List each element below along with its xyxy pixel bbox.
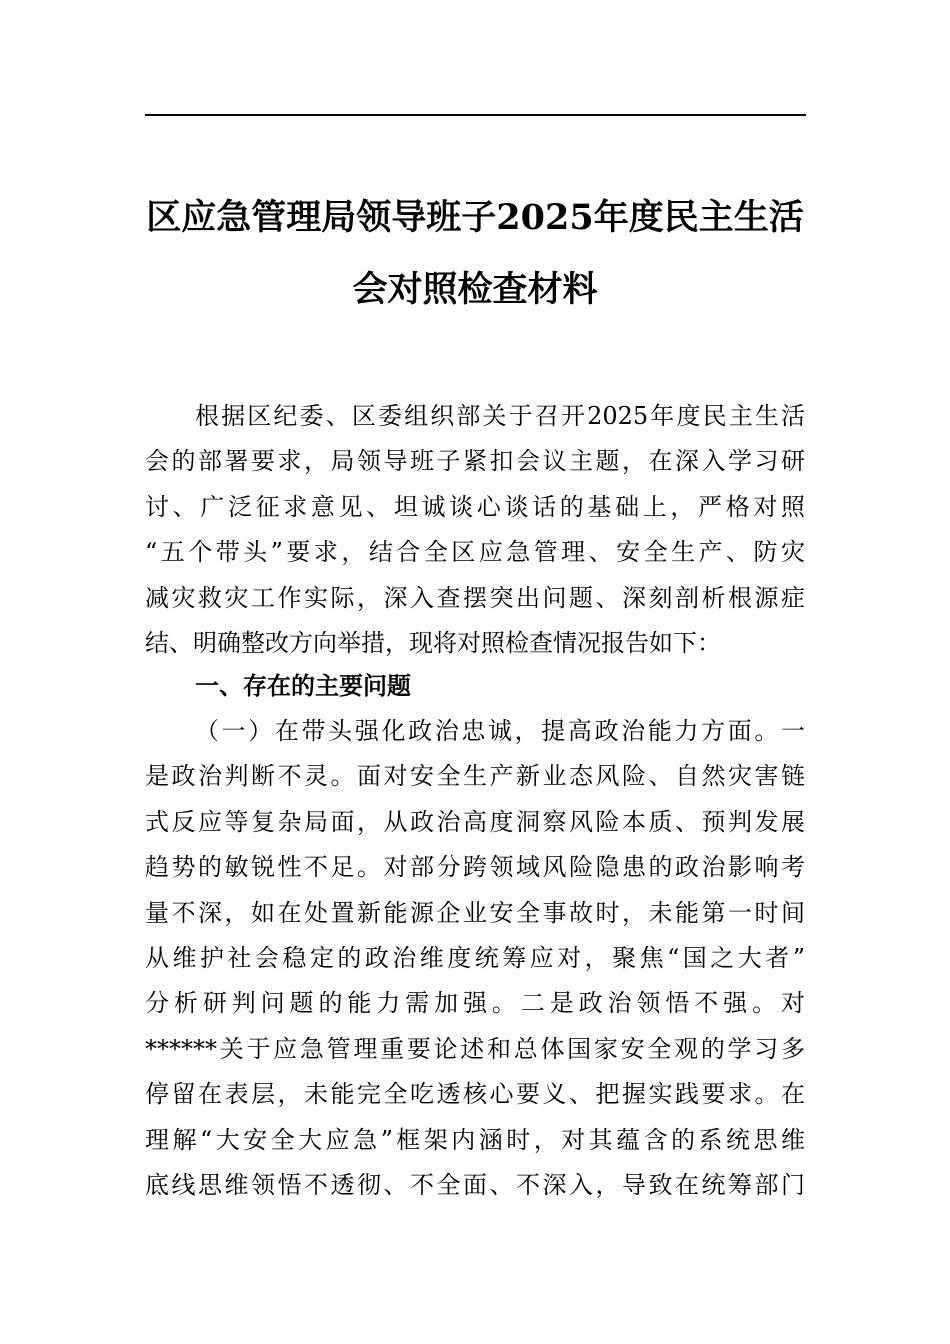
document-title-line-2: 会对照检查材料 — [352, 269, 598, 310]
paragraph-line: 讨、广泛征求意见、坦诚谈心谈话的基础上，严格对照 — [145, 492, 805, 521]
paragraph-line: 底线思维领悟不透彻、不全面、不深入，导致在统筹部门 — [145, 1171, 805, 1199]
paragraph-line: 结、明确整改方向举措，现将对照检查情况报告如下： — [145, 629, 721, 657]
paragraph-line: 式反应等复杂局面，从政治高度洞察风险本质、预判发展 — [145, 807, 805, 836]
paragraph-line: 减灾救灾工作实际，深入查摆突出问题、深刻剖析根源症 — [145, 583, 805, 612]
document-title-line-1: 区应急管理局领导班子2025年度民主生活 — [146, 197, 804, 238]
paragraph-line: 分析研判问题的能力需加强。二是政治领悟不强。对 — [145, 989, 805, 1018]
paragraph-line: ******关于应急管理重要论述和总体国家安全观的学习多 — [145, 1034, 805, 1063]
paragraph-line: “五个带头”要求，结合全区应急管理、安全生产、防灾 — [145, 538, 805, 567]
section-heading: 一、存在的主要问题 — [195, 672, 411, 700]
paragraph-line: 理解“大安全大应急”框架内涵时，对其蕴含的系统思维 — [145, 1125, 805, 1154]
paragraph-line: 趋势的敏锐性不足。对部分跨领域风险隐患的政治影响考 — [145, 853, 805, 882]
header-rule — [145, 114, 806, 116]
paragraph-line: 停留在表层，未能完全吃透核心要义、把握实践要求。在 — [145, 1080, 805, 1109]
paragraph-line: 根据区纪委、区委组织部关于召开2025年度民主生活 — [195, 402, 805, 430]
paragraph-line: 量不深，如在处置新能源企业安全事故时，未能第一时间 — [145, 898, 805, 927]
paragraph-line: 是政治判断不灵。面对安全生产新业态风险、自然灾害链 — [145, 762, 805, 791]
paragraph-line: （一）在带头强化政治忠诚，提高政治能力方面。一 — [195, 717, 805, 745]
paragraph-line: 从维护社会稳定的政治维度统筹应对，聚焦“国之大者” — [145, 944, 805, 972]
paragraph-line: 会的部署要求，局领导班子紧扣会议主题，在深入学习研 — [145, 447, 805, 476]
